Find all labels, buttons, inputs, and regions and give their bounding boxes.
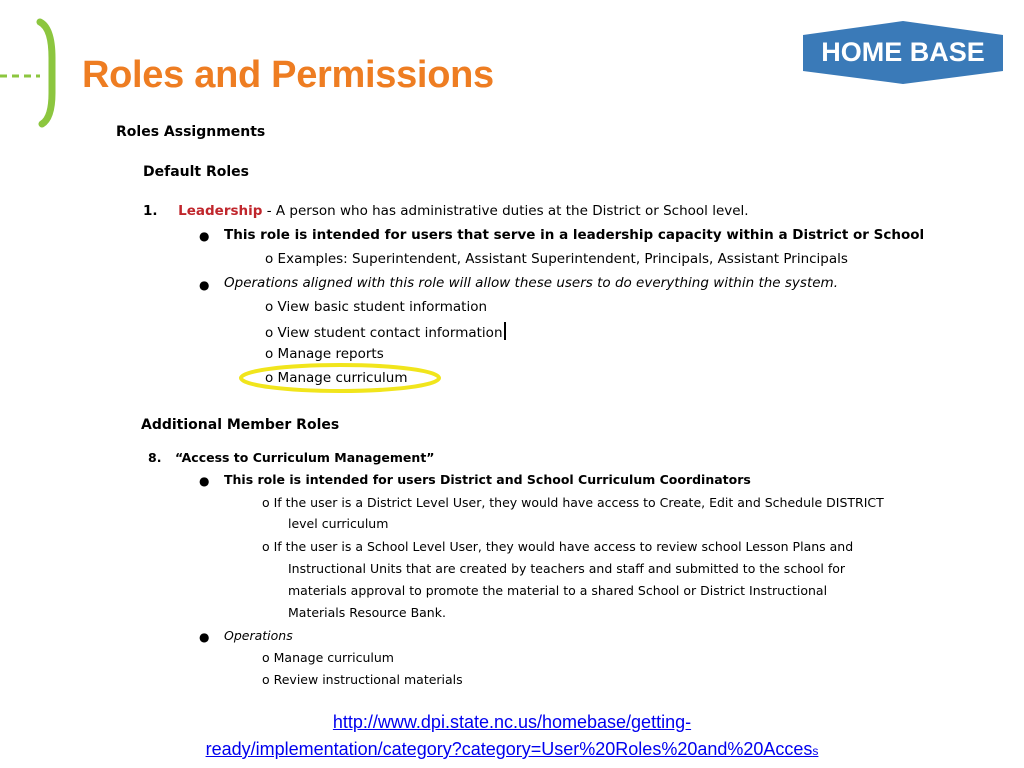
text-cursor bbox=[504, 322, 506, 340]
home-base-logo bbox=[803, 21, 1003, 84]
school-user-text-cont: materials approval to promote the material to a shared School or District Instructional bbox=[288, 583, 828, 598]
operation-item: o View basic student information bbox=[265, 299, 488, 315]
source-link-line2[interactable]: ready/implementation/category?category=User%20Roles%20and%20Access bbox=[205, 739, 819, 759]
school-user-text-cont: Materials Resource Bank. bbox=[288, 605, 446, 620]
curriculum-role-title: “Access to Curriculum Management” bbox=[175, 450, 435, 465]
operation-item: o View student contact information bbox=[265, 322, 506, 341]
leadership-bullet-1: This role is intended for users that serve in a leadership capacity within a District or School bbox=[224, 227, 925, 243]
district-user-text-cont: level curriculum bbox=[288, 516, 389, 531]
operation-item-highlighted: o Manage curriculum bbox=[265, 370, 408, 386]
source-link-line1[interactable]: http://www.dpi.state.nc.us/homebase/getting- bbox=[332, 712, 692, 732]
operation-item: o Review instructional materials bbox=[262, 672, 463, 687]
role-description: - A person who has administrative duties at the District or School level. bbox=[262, 203, 749, 219]
bullet-dot: ● bbox=[199, 474, 210, 488]
school-user-text-cont: Instructional Units that are created by teachers and staff and submitted to the school for bbox=[288, 561, 846, 576]
bullet-dot: ● bbox=[199, 229, 210, 243]
district-user-text: o If the user is a District Level User, they would have access to Create, Edit and Schedule DISTRICT bbox=[262, 495, 884, 510]
school-user-text: o If the user is a School Level User, they would have access to review school Lesson Plans and bbox=[262, 539, 854, 554]
operation-item: o Manage reports bbox=[265, 346, 384, 362]
highlight-ellipse bbox=[238, 362, 442, 394]
slide-title: Roles and Permissions bbox=[82, 54, 494, 96]
green-bracket-decoration bbox=[0, 18, 70, 130]
bullet-dot: ● bbox=[199, 278, 210, 292]
bullet-dot: ● bbox=[199, 630, 210, 644]
operations-label: Operations bbox=[224, 628, 293, 643]
item-number: 8. bbox=[148, 450, 162, 465]
leadership-examples: o Examples: Superintendent, Assistant Superintendent, Principals, Assistant Principals bbox=[265, 251, 848, 267]
default-roles-heading: Default Roles bbox=[143, 164, 250, 180]
curriculum-bullet-1: This role is intended for users District and School Curriculum Coordinators bbox=[224, 472, 751, 487]
leadership-bullet-2: Operations aligned with this role will allow these users to do everything within the system. bbox=[224, 275, 838, 291]
item-number: 1. bbox=[143, 203, 158, 219]
leadership-item bbox=[143, 203, 749, 219]
operation-item: o Manage curriculum bbox=[262, 650, 394, 665]
doc-heading: Roles Assignments bbox=[116, 124, 266, 140]
role-name-leadership: Leadership bbox=[178, 203, 263, 219]
logo-text: HOME BASE bbox=[821, 37, 985, 67]
additional-roles-heading: Additional Member Roles bbox=[141, 417, 340, 433]
